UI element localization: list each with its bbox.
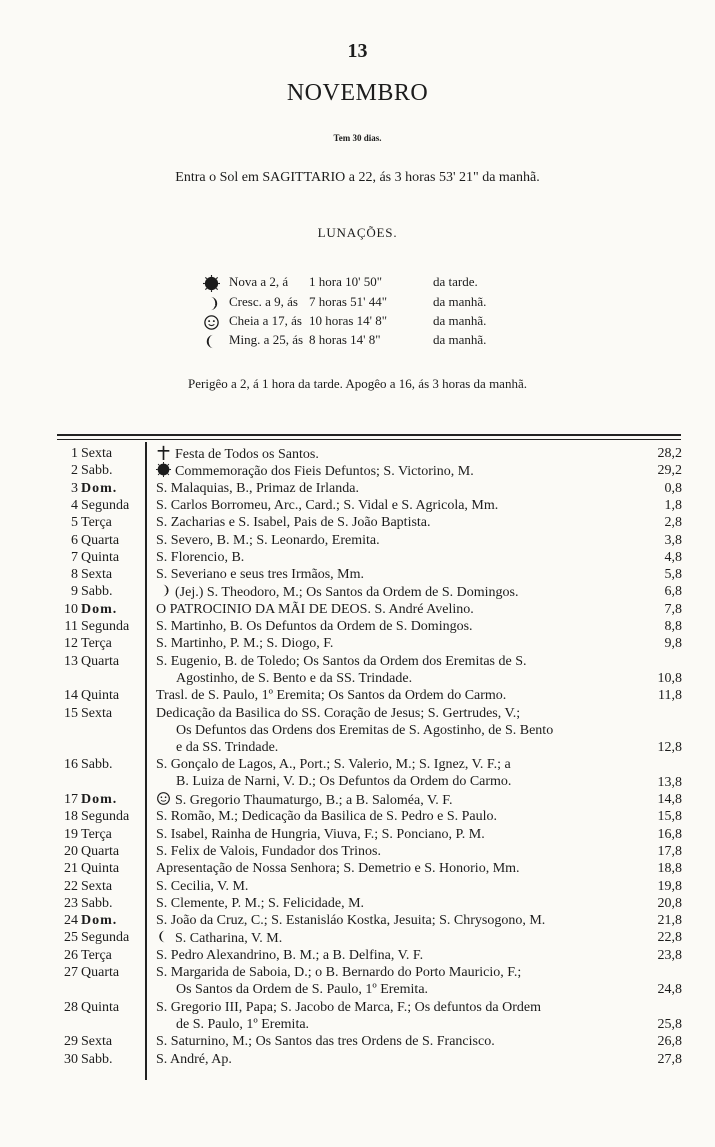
moon-age-value: 9,8 — [664, 636, 682, 652]
description-text: S. Eugenio, B. de Toledo; Os Santos da Ordem dos Eremitas de S. — [156, 653, 527, 669]
weekday: Sabb. — [81, 757, 113, 773]
description-line — [156, 1051, 641, 1068]
day-number: 3 — [71, 480, 78, 496]
description-text: S. Gregorio Thaumaturgo, B.; a B. Saloméa, V. F. — [175, 793, 453, 808]
day-number: 28 — [64, 999, 78, 1015]
weekday: Dom. — [81, 913, 118, 929]
day-number: 1 — [71, 446, 78, 461]
description-line — [156, 739, 641, 756]
description-text: (Jej.) S. Theodoro, M.; Os Santos da Ordem de S. Domingos. — [175, 585, 519, 601]
weekday: Dom. — [81, 792, 118, 807]
description-line — [156, 1033, 641, 1050]
weekday: Terça — [81, 947, 112, 963]
saint-description — [156, 1051, 641, 1068]
saint-description — [156, 601, 641, 618]
weekday: Terça — [81, 515, 112, 531]
moon-age-value: 3,8 — [664, 532, 682, 548]
lunation-time: 7 horas 51' 44" — [309, 294, 388, 309]
day-number: 27 — [64, 965, 78, 980]
weekday: Sexta — [81, 446, 113, 461]
description-text: Festa de Todos os Santos. — [175, 447, 319, 462]
day-number: 4 — [71, 497, 78, 513]
moon-age-value: 21,8 — [657, 913, 682, 929]
day-number: 21 — [64, 861, 78, 877]
moon-age-value: 20,8 — [657, 895, 682, 911]
moon-age-value: 17,8 — [657, 843, 682, 859]
moon-age-value: 18,8 — [657, 861, 682, 877]
description-line — [156, 999, 641, 1016]
description-text: S. Romão, M.; Dedicação da Basilica de S. Pedro e S. Paulo. — [156, 809, 497, 825]
day-number: 10 — [64, 601, 78, 617]
description-text: S. Isabel, Rainha de Hungria, Viuva, F.; S. Ponciano, P. M. — [156, 826, 485, 842]
description-line — [156, 964, 641, 981]
day-number: 13 — [64, 653, 78, 669]
description-line — [156, 705, 641, 722]
saint-description — [156, 480, 641, 497]
day-number: 30 — [64, 1051, 78, 1067]
day-number: 17 — [64, 792, 78, 807]
saint-description — [156, 964, 641, 998]
moon-age-value: 13,8 — [657, 774, 682, 790]
moon-age-value: 23,8 — [657, 947, 682, 963]
day-number: 5 — [71, 515, 78, 531]
saint-description — [156, 705, 641, 756]
saint-description — [156, 860, 641, 877]
saint-description — [156, 514, 641, 531]
description-line — [156, 497, 641, 514]
description-line — [156, 670, 641, 687]
weekday: Segunda — [81, 930, 130, 946]
saint-description — [156, 566, 641, 583]
lunation-time: 10 horas 14' 8" — [309, 313, 388, 328]
weekday: Segunda — [81, 497, 130, 513]
description-line — [156, 756, 641, 773]
description-line — [156, 653, 641, 670]
moon-age-value: 10,8 — [657, 670, 682, 686]
moon-age-value: 26,8 — [657, 1034, 682, 1050]
description-line — [156, 860, 641, 877]
description-line — [156, 514, 641, 531]
day-number: 20 — [64, 843, 78, 859]
description-text: S. Pedro Alexandrino, B. M.; a B. Delfina, V. F. — [156, 947, 424, 963]
moon-age-value: 12,8 — [657, 740, 682, 756]
description-line — [156, 843, 641, 860]
moon-age-value: 27,8 — [657, 1051, 682, 1067]
description-text: S. Gregorio III, Papa; S. Jacobo de Marca, F.; Os defuntos da Ordem — [156, 999, 541, 1015]
day-number: 26 — [64, 947, 78, 963]
description-line — [156, 981, 641, 998]
weekday: Quarta — [81, 965, 120, 980]
description-text: S. Martinho, B. Os Defuntos da Ordem de S. Domingos. — [156, 619, 473, 634]
weekday: Quarta — [81, 653, 120, 669]
description-text: de S. Paulo, 1º Eremita. — [176, 1016, 310, 1032]
description-text: S. Margarida de Saboia, D.; o B. Bernardo do Porto Mauricio, F.; — [156, 965, 522, 980]
description-text: S. Florencio, B. — [156, 549, 245, 565]
weekday: Quinta — [81, 688, 120, 704]
weekday: Sexta — [81, 567, 113, 583]
moon-age-value: 22,8 — [657, 930, 682, 946]
description-line — [156, 1016, 641, 1033]
lunation-period: da manhã. — [433, 294, 487, 309]
description-text: S. André, Ap. — [156, 1051, 232, 1067]
weekday: Quarta — [81, 532, 120, 548]
day-number: 24 — [64, 913, 78, 929]
description-line — [156, 878, 641, 895]
saint-description — [156, 532, 641, 549]
description-line — [156, 826, 641, 843]
moon-age-value: 14,8 — [657, 792, 682, 807]
column-divider — [145, 442, 147, 1080]
day-number: 8 — [71, 567, 78, 583]
description-line — [156, 947, 641, 964]
weekday: Quinta — [81, 999, 120, 1015]
month-title: NOVEMBRO — [286, 80, 429, 106]
lunation-period: da manhã. — [433, 332, 487, 347]
moon-age-value: 0,8 — [664, 480, 682, 496]
saint-description — [156, 549, 641, 566]
description-text: S. Felix de Valois, Fundador dos Trinos. — [156, 843, 381, 859]
moon-age-value: 2,8 — [664, 515, 682, 531]
description-line — [156, 722, 641, 739]
day-number: 18 — [64, 809, 78, 825]
description-text: Apresentação de Nossa Senhora; S. Demetrio e S. Honorio, Mm. — [156, 861, 520, 877]
saint-description — [156, 947, 641, 964]
new-moon-icon — [203, 275, 221, 293]
weekday: Dom. — [81, 480, 118, 496]
weekday: Quarta — [81, 843, 120, 859]
weekday: Sexta — [81, 705, 113, 721]
description-line — [156, 635, 641, 652]
weekday: Segunda — [81, 619, 130, 634]
lunation-period: da tarde. — [433, 274, 478, 289]
description-line — [156, 895, 641, 912]
weekday: Quinta — [81, 549, 120, 565]
saint-description — [156, 1033, 641, 1050]
weekday: Sabb. — [81, 463, 113, 479]
saint-description — [156, 912, 641, 929]
description-text: Os Santos da Ordem de S. Paulo, 1º Eremita. — [176, 982, 429, 997]
lunation-period: da manhã. — [433, 313, 487, 328]
moon-age-value: 1,8 — [664, 497, 682, 513]
moon-age-value: 16,8 — [657, 826, 682, 842]
description-text: S. Catharina, V. M. — [175, 931, 283, 947]
saint-description — [156, 843, 641, 860]
description-text: S. Severo, B. M.; S. Leonardo, Eremita. — [156, 532, 380, 548]
saint-description — [156, 826, 641, 843]
description-text: S. Clemente, P. M.; S. Felicidade, M. — [156, 895, 365, 911]
moon-age-value: 24,8 — [657, 982, 682, 998]
moon-age-value: 6,8 — [664, 584, 682, 600]
description-text: S. Cecilia, V. M. — [156, 878, 249, 894]
day-number: 2 — [71, 463, 78, 479]
description-text: Agostinho, de S. Bento e da SS. Trindade. — [176, 670, 413, 686]
lunations-heading: LUNAÇÕES. — [317, 225, 398, 240]
description-text: S. Gonçalo de Lagos, A., Port.; S. Valerio, M.; S. Ignez, V. F.; a — [156, 757, 511, 773]
table-top-rule-thin — [57, 439, 681, 440]
lunation-phase: Ming. a 25, ás — [229, 332, 304, 347]
weekday: Sabb. — [81, 895, 113, 911]
lunation-phase: Cheia a 17, ás — [229, 313, 302, 328]
description-text: Commemoração dos Fieis Defuntos; S. Victorino, M. — [175, 464, 474, 480]
moon-age-value: 15,8 — [657, 809, 682, 825]
description-line — [156, 618, 641, 635]
page-number: 13 — [347, 40, 368, 62]
first-quarter-moon-icon — [203, 295, 221, 313]
description-line — [156, 601, 641, 618]
weekday: Sexta — [81, 1034, 113, 1050]
perigee-apogee-text: Perigêo a 2, á 1 hora da tarde. Apogêo a 16, ás 3 horas da manhã. — [188, 376, 527, 391]
description-line — [156, 808, 641, 825]
description-text: Trasl. de S. Paulo, 1º Eremita; Os Santos da Ordem do Carmo. — [156, 688, 507, 704]
description-text: S. João da Cruz, C.; S. Estanisláo Kostka, Jesuita; S. Chrysogono, M. — [156, 913, 546, 929]
day-number: 16 — [64, 757, 78, 773]
description-line — [156, 549, 641, 566]
moon-age-value: 19,8 — [657, 878, 682, 894]
saint-description — [156, 635, 641, 652]
saint-description — [156, 756, 641, 790]
table-top-rule — [57, 434, 681, 436]
weekday: Terça — [81, 826, 112, 842]
moon-age-value: 28,2 — [657, 446, 682, 461]
description-text: S. Zacharias e S. Isabel, Pais de S. João Baptista. — [156, 515, 431, 531]
day-number: 9 — [71, 584, 78, 600]
weekday: Quinta — [81, 861, 120, 877]
day-number: 25 — [64, 930, 78, 946]
saint-description — [156, 878, 641, 895]
day-number: 6 — [71, 532, 78, 548]
lunation-time: 8 horas 14' 8" — [309, 332, 381, 347]
weekday: Sexta — [81, 878, 113, 894]
description-text: Os Defuntos das Ordens dos Eremitas de S. Agostinho, de S. Bento — [176, 722, 554, 738]
saint-description — [156, 895, 641, 912]
lunation-phase: Cresc. a 9, ás — [229, 294, 298, 309]
description-line — [156, 480, 641, 497]
saint-description — [156, 808, 641, 825]
sun-entry-text: Entra o Sol em SAGITTARIO a 22, ás 3 horas 53' 21" da manhã. — [175, 170, 540, 185]
saint-description — [156, 653, 641, 687]
description-line — [156, 687, 641, 704]
description-text: O PATROCINIO DA MÃI DE DEOS. S. André Avelino. — [156, 601, 474, 617]
moon-age-value: 11,8 — [658, 688, 682, 704]
description-text: e da SS. Trindade. — [176, 739, 279, 755]
description-text: S. Malaquias, B., Primaz de Irlanda. — [156, 480, 359, 496]
saint-description — [156, 999, 641, 1033]
description-line — [156, 912, 641, 929]
description-text: B. Luiza de Narni, V. D.; Os Defuntos da Ordem do Carmo. — [176, 774, 512, 790]
moon-age-value: 29,2 — [657, 463, 682, 479]
moon-age-value: 5,8 — [664, 567, 682, 583]
lunation-time: 1 hora 10' 50" — [309, 274, 382, 289]
description-line — [156, 566, 641, 583]
moon-age-value: 25,8 — [657, 1016, 682, 1032]
weekday: Sabb. — [81, 584, 113, 600]
weekday: Sabb. — [81, 1051, 113, 1067]
description-text: S. Martinho, P. M.; S. Diogo, F. — [156, 636, 334, 652]
moon-age-value: 4,8 — [664, 549, 682, 565]
day-number: 15 — [64, 705, 78, 721]
saint-description — [156, 687, 641, 704]
saint-description — [156, 618, 641, 635]
description-text: Dedicação da Basilica do SS. Coração de Jesus; S. Gertrudes, V.; — [156, 705, 521, 721]
saint-description — [156, 497, 641, 514]
weekday: Terça — [81, 636, 112, 652]
lunation-phase: Nova a 2, á — [229, 274, 289, 289]
description-text: S. Saturnino, M.; Os Santos das tres Ordens de S. Francisco. — [156, 1034, 495, 1050]
description-line — [156, 773, 641, 790]
day-number: 22 — [64, 878, 78, 894]
moon-age-value: 8,8 — [664, 619, 682, 634]
description-text: S. Carlos Borromeu, Arc., Card.; S. Vidal e S. Agricola, Mm. — [156, 497, 499, 513]
description-line — [156, 532, 641, 549]
weekday: Dom. — [81, 601, 118, 617]
day-number: 23 — [64, 895, 78, 911]
day-number: 11 — [64, 619, 78, 634]
day-number: 29 — [64, 1034, 78, 1050]
moon-age-value: 7,8 — [664, 601, 682, 617]
day-number: 19 — [64, 826, 78, 842]
day-number: 14 — [64, 688, 78, 704]
day-number: 7 — [71, 549, 78, 565]
last-quarter-moon-icon — [203, 333, 221, 351]
description-text: S. Severiano e seus tres Irmãos, Mm. — [156, 567, 365, 583]
full-moon-icon — [203, 314, 221, 332]
days-note: Tem 30 dias. — [333, 133, 382, 143]
day-number: 12 — [64, 636, 78, 652]
weekday: Segunda — [81, 809, 130, 825]
